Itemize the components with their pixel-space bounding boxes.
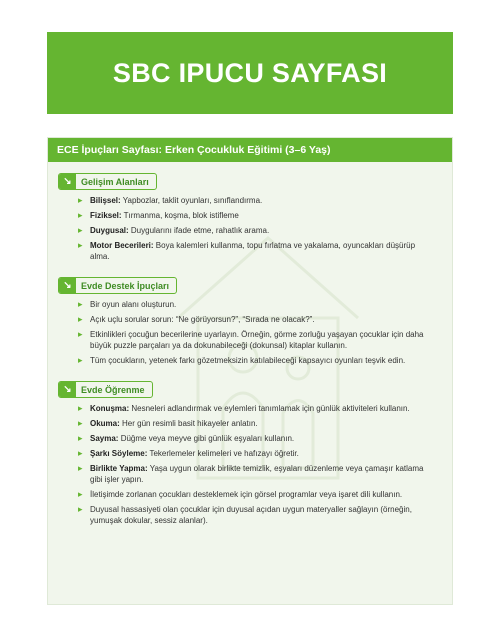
tip-card <box>47 137 453 605</box>
list-item: ▸ Şarkı Söyleme: Tekerlemeler kelimeleri ve hafızayı öğretir. <box>78 448 434 459</box>
list-item: ▸ Okuma: Her gün resimli basit hikayeler anlatın. <box>78 418 434 429</box>
section-header <box>58 173 157 190</box>
card-title: ECE İpuçları Sayfası: Erken Çocukluk Eğitimi (3–6 Yaş) <box>48 138 452 162</box>
section-header <box>58 277 177 294</box>
section-development <box>58 171 452 262</box>
arrow-down-right-icon: ↘ <box>59 277 76 294</box>
list-item: ▸ Duygusal: Duygularını ifade etme, rahatlık arama. <box>78 225 434 236</box>
title-banner <box>47 32 453 114</box>
list-item: ▸ Açık uçlu sorular sorun: “Ne görüyorsun?”, “Sırada ne olacak?”. <box>78 314 434 325</box>
list-item: ▸ Duyusal hassasiyeti olan çocuklar için duyusal açıdan uygun materyaller sağlayın (örneğin, yumuşak dokular, sessiz alanlar). <box>78 504 434 526</box>
arrow-down-right-icon: ↘ <box>59 173 76 190</box>
list-item: ▸ Birlikte Yapma: Yaşa uygun olarak birlikte temizlik, eşyaları düzenleme veya çamaşır katlama gibi işler yapın. <box>78 463 434 485</box>
page-title: SBC IPUCU SAYFASI <box>112 57 388 88</box>
list-item: ▸ Motor Becerileri: Boya kalemleri kullanma, topu fırlatma ve yakalama, oyuncakları düşürüp alma. <box>78 240 434 262</box>
list-item: ▸ Sayma: Düğme veya meyve gibi günlük eşyaları kullanın. <box>78 433 434 444</box>
arrow-down-right-icon: ↘ <box>59 381 76 398</box>
list-item: ▸ Bir oyun alanı oluşturun. <box>78 299 434 310</box>
section-header <box>58 381 153 398</box>
section-title: Evde Öğrenme <box>81 384 145 395</box>
section-title: Gelişim Alanları <box>81 176 149 187</box>
section-home-support <box>58 275 452 366</box>
list-item: ▸ Etkinlikleri çocuğun becerilerine uyarlayın. Örneğin, görme zorluğu yaşayan çocuklar için daha büyük puzzle parçaları ya da dokunabileceği (dokunsal) kitaplar kullanın. <box>78 329 434 351</box>
section-title: Evde Destek İpuçları <box>81 280 170 291</box>
list-item: ▸ Bilişsel: Yapbozlar, taklit oyunları, sınıflandırma. <box>78 195 434 206</box>
list-item: ▸ Tüm çocukların, yetenek farkı gözetmeksizin katılabileceği kapsayıcı oyunları teşvik edin. <box>78 355 434 366</box>
list-item: ▸ Fiziksel: Tırmanma, koşma, blok istifleme <box>78 210 434 221</box>
list-item: ▸ İletişimde zorlanan çocukları desteklemek için görsel programlar veya işaret dili kullanın. <box>78 489 434 500</box>
section-home-learning <box>58 379 452 526</box>
list-item: ▸ Konuşma: Nesneleri adlandırmak ve eylemleri tanımlamak için günlük aktiviteleri kullanın. <box>78 403 434 414</box>
